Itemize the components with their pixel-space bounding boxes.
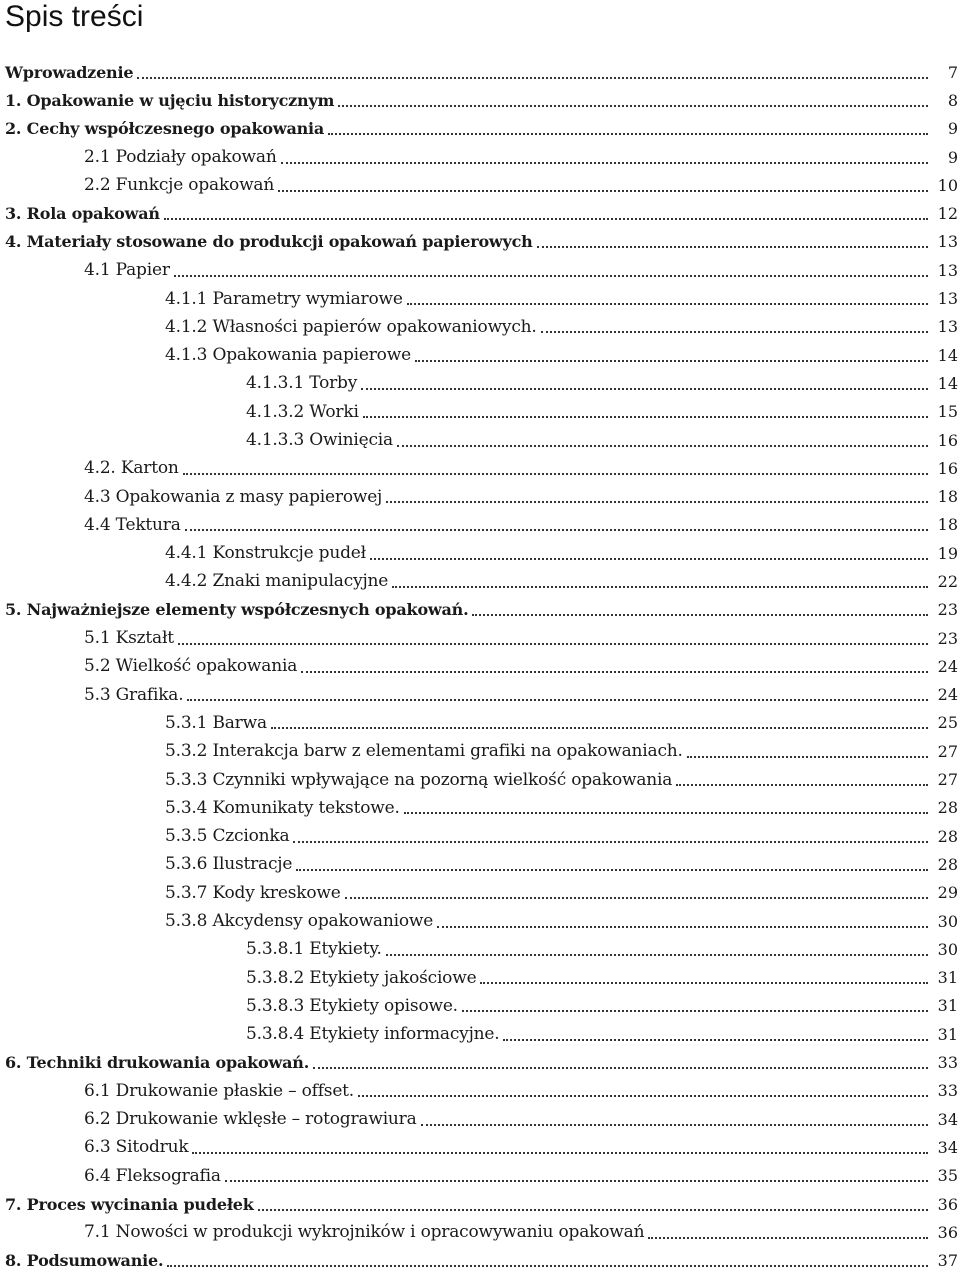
toc-entry-page-number: 35 (937, 1166, 958, 1186)
toc-entry-label: 5.1 Kształt (84, 628, 174, 649)
toc-entry-page-number: 31 (937, 996, 958, 1016)
toc-entry[interactable] (0, 313, 960, 341)
dot-leader (345, 896, 928, 899)
toc-entry-page-number: 13 (937, 289, 958, 309)
toc-entry[interactable] (0, 1190, 960, 1218)
toc-entry-label: 4. Materiały stosowane do produkcji opakowań papierowych (5, 232, 533, 252)
toc-entry-label: 4.1.1 Parametry wymiarowe (165, 288, 403, 309)
dot-leader (183, 472, 928, 475)
toc-entry[interactable] (0, 256, 960, 284)
toc-entry-label: 6.1 Drukowanie płaskie – offset. (84, 1080, 355, 1101)
toc-entry-page-number: 22 (937, 571, 958, 591)
toc-entry[interactable] (0, 1162, 960, 1190)
dot-leader (271, 726, 928, 729)
dot-leader (415, 359, 928, 362)
toc-entry[interactable] (0, 426, 960, 454)
toc-entry[interactable] (0, 794, 960, 822)
toc-entry-page-number: 34 (937, 1109, 958, 1129)
toc-entry-page-number: 36 (937, 1194, 958, 1214)
toc-entry[interactable] (0, 199, 960, 227)
toc-entry-label: 7. Proces wycinania pudełek (5, 1194, 254, 1214)
toc-entry-page-number: 24 (937, 685, 958, 705)
toc-entry[interactable] (0, 284, 960, 312)
table-of-contents (0, 58, 960, 1275)
toc-entry[interactable] (0, 709, 960, 737)
toc-entry-label: 4.1.3.2 Worki (246, 401, 359, 422)
toc-entry-page-number: 27 (937, 741, 958, 761)
toc-entry-label: 1. Opakowanie w ujęciu historycznym (5, 90, 335, 110)
dot-leader (687, 755, 928, 758)
toc-entry-label: 5.2 Wielkość opakowania (84, 656, 298, 677)
toc-entry-page-number: 13 (937, 317, 958, 337)
toc-entry[interactable] (0, 171, 960, 199)
toc-entry[interactable] (0, 737, 960, 765)
toc-entry[interactable] (0, 143, 960, 171)
dot-leader (313, 1066, 928, 1069)
dot-leader (541, 330, 928, 333)
toc-entry-label: 5.3.4 Komunikaty tekstowe. (165, 797, 400, 818)
toc-entry-page-number: 29 (937, 883, 958, 903)
dot-leader (676, 783, 928, 786)
dot-leader (648, 1236, 928, 1239)
toc-entry-label: 4.4.2 Znaki manipulacyjne (165, 571, 389, 592)
dot-leader (167, 1264, 928, 1267)
toc-entry-page-number: 30 (937, 939, 958, 959)
toc-entry-page-number: 31 (937, 968, 958, 988)
toc-entry-page-number: 10 (937, 175, 958, 195)
toc-entry[interactable] (0, 58, 960, 86)
toc-entry[interactable] (0, 341, 960, 369)
toc-entry-page-number: 13 (937, 232, 958, 252)
toc-entry-label: 5.3.8 Akcydensy opakowaniowe (165, 911, 434, 932)
toc-entry[interactable] (0, 624, 960, 652)
toc-entry-label: 4.2. Karton (84, 458, 179, 479)
toc-entry-label: 5.3.2 Interakcja barw z elementami grafiki na opakowaniach. (165, 741, 683, 762)
dot-leader (185, 528, 928, 531)
toc-entry[interactable] (0, 850, 960, 878)
toc-entry-label: 5.3.8.1 Etykiety. (246, 939, 382, 960)
toc-entry-page-number: 36 (937, 1222, 958, 1242)
toc-entry[interactable] (0, 964, 960, 992)
dot-leader (397, 444, 928, 447)
toc-entry[interactable] (0, 539, 960, 567)
toc-entry[interactable] (0, 596, 960, 624)
toc-entry-page-number: 37 (937, 1251, 958, 1271)
dot-leader (386, 500, 928, 503)
dot-leader (225, 1179, 928, 1182)
dot-leader (361, 387, 928, 390)
dot-leader (192, 1151, 928, 1154)
dot-leader (293, 840, 928, 843)
toc-entry[interactable] (0, 86, 960, 114)
toc-entry[interactable] (0, 1105, 960, 1133)
dot-leader (281, 161, 928, 164)
toc-entry-page-number: 8 (947, 90, 958, 110)
toc-entry-label: 5.3.1 Barwa (165, 712, 267, 733)
dot-leader (472, 613, 928, 616)
toc-entry[interactable] (0, 1048, 960, 1076)
toc-entry-label: 5.3.8.4 Etykiety informacyjne. (246, 1024, 500, 1045)
toc-entry-page-number: 14 (937, 345, 958, 365)
toc-entry-label: 4.1.2 Własności papierów opakowaniowych. (165, 316, 537, 337)
toc-entry-label: 4.1.3.3 Owinięcia (246, 430, 393, 450)
toc-entry[interactable] (0, 765, 960, 793)
toc-entry-page-number: 33 (937, 1053, 958, 1073)
toc-entry-page-number: 28 (937, 798, 958, 818)
toc-entry-label: 3. Rola opakowań (5, 204, 160, 224)
toc-entry-label: 5.3.3 Czynniki wpływające na pozorną wielkość opakowania (165, 769, 673, 790)
toc-entry-label: 6. Techniki drukowania opakowań. (5, 1053, 310, 1073)
toc-entry-label: 5.3 Grafika. (84, 684, 184, 705)
dot-leader (328, 132, 928, 135)
toc-entry[interactable] (0, 992, 960, 1020)
toc-entry-label: 2.2 Funkcje opakowań (84, 175, 275, 196)
toc-entry-page-number: 23 (937, 628, 958, 648)
toc-entry-label: 6.4 Fleksografia (84, 1165, 221, 1186)
toc-entry[interactable] (0, 369, 960, 397)
dot-leader (358, 1094, 928, 1097)
toc-entry-label: 4.4.1 Konstrukcje pudeł (165, 543, 366, 564)
toc-entry-page-number: 16 (937, 458, 958, 478)
dot-leader (503, 1038, 928, 1041)
toc-entry-page-number: 23 (937, 600, 958, 620)
toc-entry-page-number: 9 (947, 147, 958, 167)
dot-leader (338, 104, 928, 107)
toc-entry-page-number: 18 (937, 515, 958, 535)
toc-entry-label: 6.3 Sitodruk (84, 1137, 189, 1158)
toc-entry-page-number: 28 (937, 854, 958, 874)
toc-entry[interactable] (0, 907, 960, 935)
toc-entry-label: 5.3.8.2 Etykiety jakościowe (246, 967, 477, 988)
toc-entry-page-number: 9 (947, 119, 958, 139)
toc-entry-label: 7.1 Nowości w produkcji wykrojników i opracowywaniu opakowań (84, 1222, 645, 1243)
toc-entry-label: 5.3.7 Kody kreskowe (165, 882, 341, 903)
toc-entry-label: 5. Najważniejsze elementy współczesnych opakowań. (5, 600, 469, 620)
dot-leader (296, 868, 928, 871)
toc-entry-page-number: 34 (937, 1137, 958, 1157)
toc-entry[interactable] (0, 1077, 960, 1105)
toc-entry-page-number: 28 (937, 826, 958, 846)
toc-entry-label: 8. Podsumowanie. (5, 1251, 164, 1271)
toc-entry-page-number: 31 (937, 1024, 958, 1044)
toc-entry-page-number: 18 (937, 487, 958, 507)
toc-entry-page-number: 27 (937, 770, 958, 790)
dot-leader (386, 953, 928, 956)
toc-entry-page-number: 12 (937, 204, 958, 224)
toc-entry-label: 4.1.3.1 Torby (246, 373, 358, 394)
dot-leader (363, 415, 928, 418)
dot-leader (421, 1123, 928, 1126)
dot-leader (480, 981, 928, 984)
toc-entry[interactable] (0, 652, 960, 680)
dot-leader (462, 1009, 928, 1012)
toc-entry-page-number: 13 (937, 260, 958, 280)
dot-leader (278, 189, 928, 192)
toc-entry[interactable] (0, 1246, 960, 1274)
toc-entry-label: 5.3.6 Ilustracje (165, 854, 293, 875)
toc-entry[interactable] (0, 1133, 960, 1161)
toc-entry-page-number: 30 (937, 911, 958, 931)
toc-entry[interactable] (0, 1020, 960, 1048)
toc-entry-page-number: 14 (937, 373, 958, 393)
dot-leader (404, 811, 928, 814)
toc-entry-page-number: 25 (937, 713, 958, 733)
toc-entry[interactable] (0, 228, 960, 256)
toc-entry-page-number: 19 (937, 543, 958, 563)
toc-entry[interactable] (0, 482, 960, 510)
toc-entry-label: Wprowadzenie (5, 62, 134, 82)
dot-leader (537, 245, 928, 248)
toc-entry-page-number: 7 (947, 62, 958, 82)
toc-entry[interactable] (0, 567, 960, 595)
dot-leader (178, 642, 928, 645)
dot-leader (174, 274, 928, 277)
page-title: Spis treści (5, 0, 144, 33)
toc-entry-label: 4.1 Papier (84, 260, 170, 281)
toc-entry-page-number: 15 (937, 402, 958, 422)
toc-entry[interactable] (0, 935, 960, 963)
dot-leader (437, 925, 928, 928)
dot-leader (370, 557, 928, 560)
dot-leader (407, 302, 928, 305)
toc-entry-page-number: 33 (937, 1081, 958, 1101)
toc-entry-label: 5.3.5 Czcionka (165, 826, 290, 847)
toc-entry-label: 4.1.3 Opakowania papierowe (165, 345, 411, 366)
toc-entry[interactable] (0, 115, 960, 143)
toc-entry[interactable] (0, 511, 960, 539)
toc-entry-label: 5.3.8.3 Etykiety opisowe. (246, 995, 458, 1016)
toc-entry-label: 6.2 Drukowanie wklęsłe – rotograwiura (84, 1109, 417, 1130)
toc-entry-page-number: 24 (937, 656, 958, 676)
toc-entry-page-number: 16 (937, 430, 958, 450)
toc-entry-label: 4.4 Tektura (84, 514, 181, 535)
toc-entry[interactable] (0, 1218, 960, 1246)
toc-entry[interactable] (0, 879, 960, 907)
toc-entry-label: 2.1 Podziały opakowań (84, 147, 277, 168)
dot-leader (164, 217, 928, 220)
dot-leader (137, 76, 928, 79)
dot-leader (187, 698, 928, 701)
toc-entry-label: 2. Cechy współczesnego opakowania (5, 119, 325, 139)
dot-leader (392, 585, 928, 588)
dot-leader (258, 1208, 928, 1211)
dot-leader (301, 670, 928, 673)
toc-entry-label: 4.3 Opakowania z masy papierowej (84, 486, 383, 507)
toc-entry[interactable] (0, 681, 960, 709)
toc-entry[interactable] (0, 398, 960, 426)
toc-entry[interactable] (0, 454, 960, 482)
toc-entry[interactable] (0, 822, 960, 850)
